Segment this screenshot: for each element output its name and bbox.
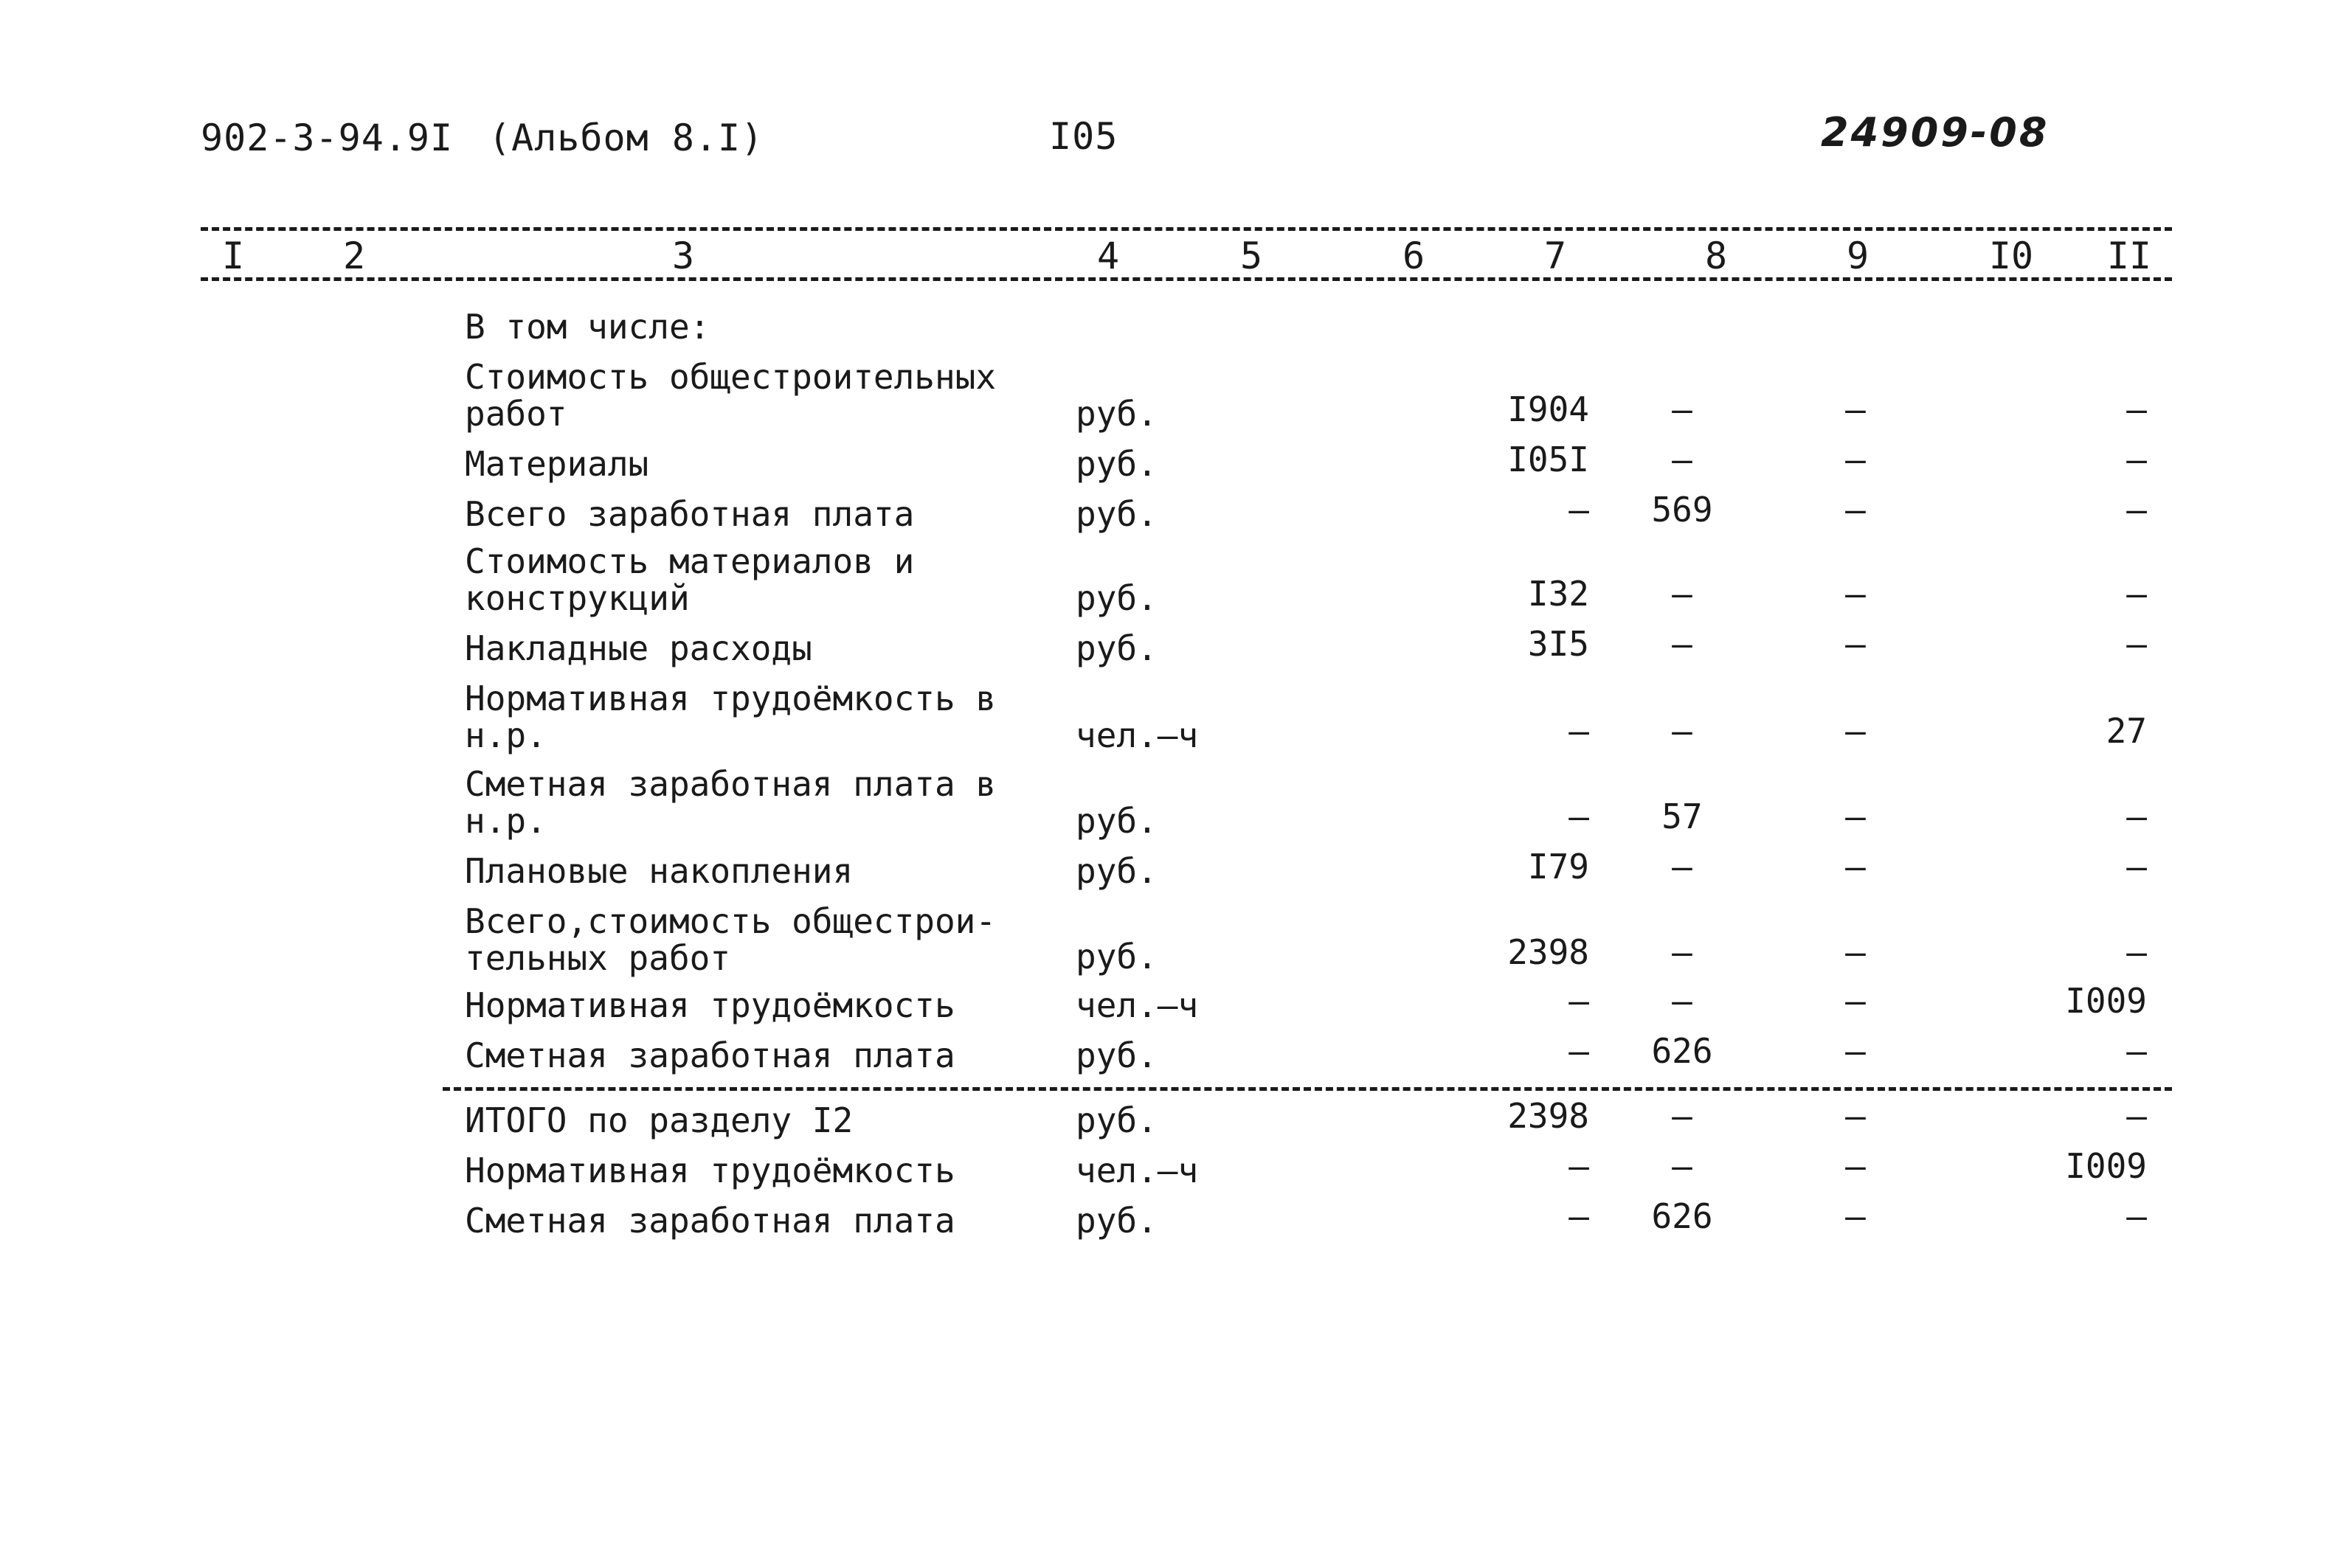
column-number-5: 5 bbox=[1239, 235, 1263, 277]
column-number-10: I0 bbox=[1988, 235, 2034, 277]
total-value-col8: – bbox=[1672, 1146, 1692, 1186]
row-value-col11: – bbox=[2126, 574, 2147, 614]
row-value-col11: I009 bbox=[2065, 981, 2147, 1021]
total-row-label: Сметная заработная плата bbox=[465, 1201, 955, 1241]
total-value-col11: I009 bbox=[2065, 1146, 2147, 1186]
column-number-9: 9 bbox=[1846, 235, 1870, 277]
column-number-2: 2 bbox=[342, 235, 366, 277]
row-value-col9: – bbox=[1845, 797, 1866, 836]
row-value-col7: 3I5 bbox=[1527, 624, 1589, 664]
column-number-7: 7 bbox=[1543, 235, 1567, 277]
row-unit: руб. bbox=[1076, 494, 1158, 534]
column-number-3: 3 bbox=[671, 235, 695, 277]
row-value-col8: – bbox=[1672, 574, 1692, 614]
total-value-col9: – bbox=[1845, 1196, 1866, 1236]
row-value-col7: – bbox=[1568, 981, 1589, 1021]
row-value-col9: – bbox=[1845, 847, 1866, 887]
row-value-col7: – bbox=[1568, 490, 1589, 530]
row-unit: руб. bbox=[1076, 851, 1158, 891]
row-value-col9: – bbox=[1845, 389, 1866, 429]
row-value-col11: – bbox=[2126, 490, 2147, 530]
row-value-col7: I05I bbox=[1507, 440, 1589, 479]
table-header-rule bbox=[201, 277, 2172, 281]
column-number-11: II bbox=[2106, 235, 2152, 277]
total-value-col11: – bbox=[2126, 1196, 2147, 1236]
row-label: Накладные расходы bbox=[465, 628, 812, 668]
total-row-unit: руб. bbox=[1076, 1201, 1158, 1241]
row-value-col11: – bbox=[2126, 847, 2147, 887]
row-value-col8: – bbox=[1672, 847, 1692, 887]
row-value-col11: – bbox=[2126, 1031, 2147, 1071]
row-label: Сметная заработная плата bbox=[465, 1035, 955, 1075]
row-value-col7: – bbox=[1568, 797, 1589, 836]
total-value-col7: – bbox=[1568, 1196, 1589, 1236]
row-value-col11: 27 bbox=[2106, 711, 2147, 751]
row-unit: руб. bbox=[1076, 801, 1158, 841]
page-number: I05 bbox=[1049, 115, 1118, 158]
row-value-col7: 2398 bbox=[1507, 932, 1589, 972]
row-label: Стоимость общестроительных работ bbox=[465, 357, 997, 434]
column-number-1: I bbox=[221, 235, 245, 277]
row-value-col8: – bbox=[1672, 624, 1692, 664]
row-value-col8: – bbox=[1672, 981, 1692, 1021]
row-unit: чел.–ч bbox=[1076, 985, 1199, 1025]
album-label: (Альбом 8.I) bbox=[488, 117, 764, 159]
row-value-col11: – bbox=[2126, 440, 2147, 479]
row-label: Плановые накопления bbox=[465, 851, 854, 891]
row-value-col8: – bbox=[1672, 389, 1692, 429]
section-intro: В том числе: bbox=[465, 307, 710, 347]
column-number-8: 8 bbox=[1704, 235, 1728, 277]
row-label: Сметная заработная плата в н.р. bbox=[465, 764, 997, 841]
total-value-col7: 2398 bbox=[1507, 1096, 1589, 1136]
row-unit: руб. bbox=[1076, 578, 1158, 618]
row-value-col9: – bbox=[1845, 981, 1866, 1021]
row-value-col11: – bbox=[2126, 932, 2147, 972]
row-value-col9: – bbox=[1845, 711, 1866, 751]
row-label: Нормативная трудоёмкость в н.р. bbox=[465, 679, 997, 755]
total-value-col7: – bbox=[1568, 1146, 1589, 1186]
row-value-col8: – bbox=[1672, 440, 1692, 479]
column-number-6: 6 bbox=[1402, 235, 1425, 277]
row-unit: чел.–ч bbox=[1076, 715, 1199, 755]
row-value-col8: 57 bbox=[1661, 797, 1703, 836]
row-label: Стоимость материалов и конструкций bbox=[465, 541, 915, 618]
row-value-col8: – bbox=[1672, 711, 1692, 751]
totals-separator-rule bbox=[443, 1087, 2172, 1091]
doc-number: 24909-08 bbox=[1821, 109, 2050, 156]
row-label: Всего,стоимость общестрои-тельных работ bbox=[465, 901, 997, 978]
total-value-col11: – bbox=[2126, 1096, 2147, 1136]
row-unit: руб. bbox=[1076, 937, 1158, 976]
row-unit: руб. bbox=[1076, 444, 1158, 484]
row-value-col8: 569 bbox=[1651, 490, 1713, 530]
total-value-col9: – bbox=[1845, 1096, 1866, 1136]
row-value-col11: – bbox=[2126, 624, 2147, 664]
total-row-unit: чел.–ч bbox=[1076, 1151, 1199, 1190]
row-value-col9: – bbox=[1845, 624, 1866, 664]
row-value-col11: – bbox=[2126, 389, 2147, 429]
row-label: Нормативная трудоёмкость bbox=[465, 985, 955, 1025]
total-row-unit: руб. bbox=[1076, 1100, 1158, 1140]
document-code: 902-3-94.9I bbox=[201, 117, 454, 159]
row-label: Материалы bbox=[465, 444, 649, 484]
row-value-col9: – bbox=[1845, 440, 1866, 479]
table-top-rule bbox=[201, 227, 2172, 231]
row-value-col8: 626 bbox=[1651, 1031, 1713, 1071]
column-number-4: 4 bbox=[1096, 235, 1120, 277]
row-value-col8: – bbox=[1672, 932, 1692, 972]
total-row-label: Нормативная трудоёмкость bbox=[465, 1151, 955, 1190]
row-value-col9: – bbox=[1845, 490, 1866, 530]
row-value-col7: I904 bbox=[1507, 389, 1589, 429]
total-value-col9: – bbox=[1845, 1146, 1866, 1186]
row-value-col9: – bbox=[1845, 574, 1866, 614]
total-row-label: ИТОГО по разделу I2 bbox=[465, 1100, 854, 1140]
total-value-col8: 626 bbox=[1651, 1196, 1713, 1236]
total-value-col8: – bbox=[1672, 1096, 1692, 1136]
row-unit: руб. bbox=[1076, 394, 1158, 434]
row-unit: руб. bbox=[1076, 1035, 1158, 1075]
row-value-col7: – bbox=[1568, 1031, 1589, 1071]
row-value-col9: – bbox=[1845, 1031, 1866, 1071]
row-value-col7: – bbox=[1568, 711, 1589, 751]
row-unit: руб. bbox=[1076, 628, 1158, 668]
row-value-col7: I32 bbox=[1527, 574, 1589, 614]
row-value-col11: – bbox=[2126, 797, 2147, 836]
row-value-col9: – bbox=[1845, 932, 1866, 972]
row-value-col7: I79 bbox=[1527, 847, 1589, 887]
row-label: Всего заработная плата bbox=[465, 494, 915, 534]
